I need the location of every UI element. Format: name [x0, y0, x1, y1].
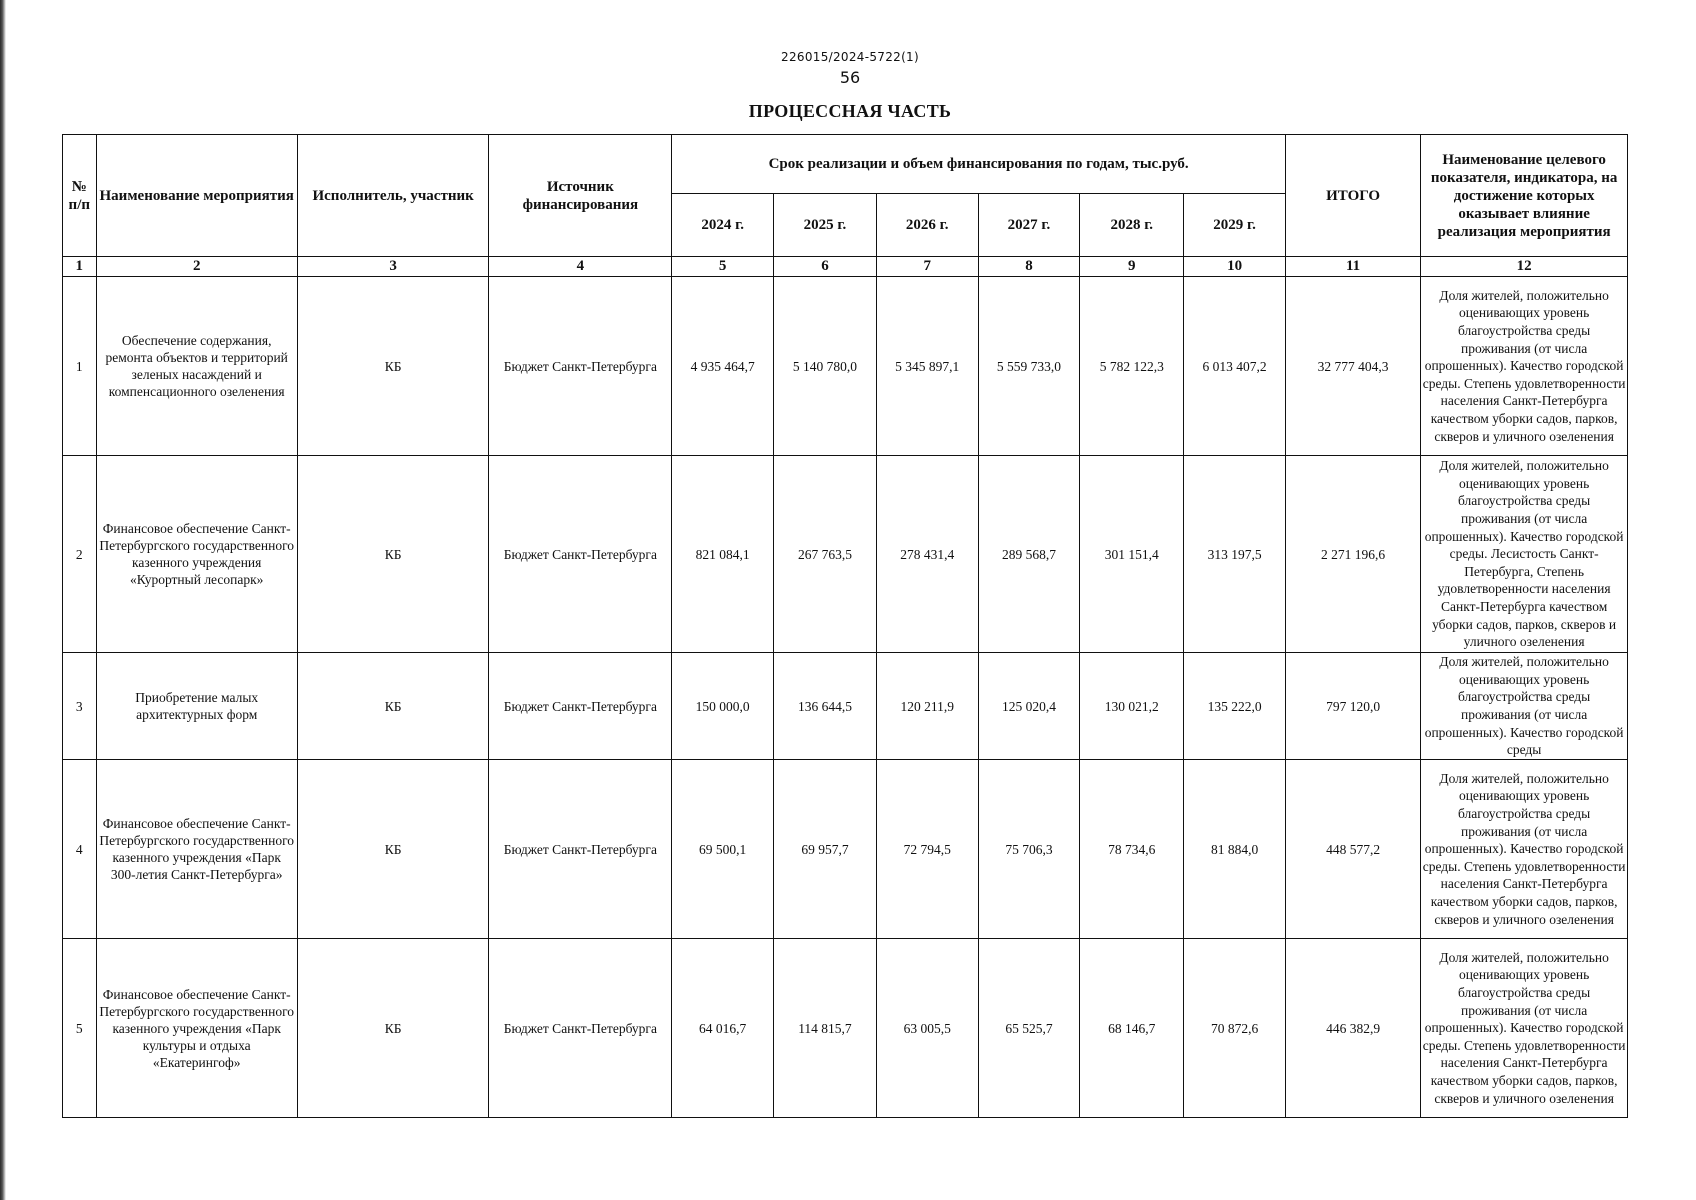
column-numbers-row — [63, 257, 1628, 277]
year-amount: 63 005,5 — [876, 939, 978, 1118]
year-amount: 5 140 780,0 — [774, 277, 877, 456]
funding-source: Бюджет Санкт-Петербурга — [489, 653, 672, 760]
target-indicator: Доля жителей, положительно оценивающих уровень благоустройства среды проживания (от числа опрошенных). Качество городской среды. Степень удовлетворенности населения Санкт-Петербурга качеством уборки садов, парков, скверов и уличного озеленения — [1421, 277, 1628, 456]
row-number: 3 — [63, 653, 97, 760]
year-amount: 5 782 122,3 — [1080, 277, 1184, 456]
funding-source: Бюджет Санкт-Петербурга — [489, 939, 672, 1118]
funding-source: Бюджет Санкт-Петербурга — [489, 760, 672, 939]
header-activity-name: Наименование мероприятия — [96, 135, 297, 257]
year-amount: 301 151,4 — [1080, 456, 1184, 653]
header-year: 2026 г. — [876, 194, 978, 257]
page-number: 56 — [839, 68, 861, 87]
row-number: 4 — [63, 760, 97, 939]
funding-source: Бюджет Санкт-Петербурга — [489, 456, 672, 653]
header-year: 2027 г. — [978, 194, 1080, 257]
column-number: 12 — [1421, 257, 1628, 277]
column-number: 6 — [774, 257, 877, 277]
year-amount: 68 146,7 — [1080, 939, 1184, 1118]
row-number: 5 — [63, 939, 97, 1118]
table-row — [63, 653, 1628, 760]
scan-edge-shadow — [0, 0, 6, 1200]
target-indicator: Доля жителей, положительно оценивающих уровень благоустройства среды проживания (от числа опрошенных). Качество городской среды — [1421, 653, 1628, 760]
year-amount: 69 957,7 — [774, 760, 877, 939]
total-amount: 32 777 404,3 — [1285, 277, 1420, 456]
year-amount: 267 763,5 — [774, 456, 877, 653]
year-amount: 120 211,9 — [876, 653, 978, 760]
column-number: 1 — [63, 257, 97, 277]
header-year: 2028 г. — [1080, 194, 1184, 257]
year-amount: 65 525,7 — [978, 939, 1080, 1118]
financing-table — [62, 134, 1628, 1118]
executor: КБ — [297, 760, 489, 939]
year-amount: 6 013 407,2 — [1184, 277, 1286, 456]
target-indicator: Доля жителей, положительно оценивающих уровень благоустройства среды проживания (от числа опрошенных). Качество городской среды. Лесистость Санкт-Петербурга, Степень удовлетворенности населения Санкт-Петербурга качеством уборки садов, парков, скверов и уличного озеленения — [1421, 456, 1628, 653]
year-amount: 4 935 464,7 — [672, 277, 774, 456]
header-period-funding: Срок реализации и объем финансирования по годам, тыс.руб. — [672, 135, 1286, 194]
year-amount: 130 021,2 — [1080, 653, 1184, 760]
activity-name: Приобретение малых архитектурных форм — [96, 653, 297, 760]
column-number: 11 — [1285, 257, 1420, 277]
total-amount: 797 120,0 — [1285, 653, 1420, 760]
year-amount: 5 559 733,0 — [978, 277, 1080, 456]
year-amount: 135 222,0 — [1184, 653, 1286, 760]
year-amount: 64 016,7 — [672, 939, 774, 1118]
table-row — [63, 277, 1628, 456]
year-amount: 313 197,5 — [1184, 456, 1286, 653]
year-amount: 78 734,6 — [1080, 760, 1184, 939]
year-amount: 150 000,0 — [672, 653, 774, 760]
executor: КБ — [297, 653, 489, 760]
column-number: 5 — [672, 257, 774, 277]
column-number: 3 — [297, 257, 489, 277]
table-row — [63, 456, 1628, 653]
executor: КБ — [297, 277, 489, 456]
target-indicator: Доля жителей, положительно оценивающих уровень благоустройства среды проживания (от числа опрошенных). Качество городской среды. Степень удовлетворенности населения Санкт-Петербурга качеством уборки садов, парков, скверов и уличного озеленения — [1421, 939, 1628, 1118]
year-amount: 821 084,1 — [672, 456, 774, 653]
row-number: 1 — [63, 277, 97, 456]
header-number: № п/п — [63, 135, 97, 257]
executor: КБ — [297, 939, 489, 1118]
activity-name: Финансовое обеспечение Санкт-Петербургского государственного казенного учреждения «Парк культуры и отдыха «Екатерингоф» — [96, 939, 297, 1118]
column-number: 9 — [1080, 257, 1184, 277]
year-amount: 69 500,1 — [672, 760, 774, 939]
total-amount: 448 577,2 — [1285, 760, 1420, 939]
column-number: 10 — [1184, 257, 1286, 277]
section-title: ПРОЦЕССНАЯ ЧАСТЬ — [748, 101, 952, 121]
column-number: 2 — [96, 257, 297, 277]
activity-name: Финансовое обеспечение Санкт-Петербургского государственного казенного учреждения «Парк 300-летия Санкт-Петербурга» — [96, 760, 297, 939]
column-number: 8 — [978, 257, 1080, 277]
year-amount: 114 815,7 — [774, 939, 877, 1118]
row-number: 2 — [63, 456, 97, 653]
header-year: 2029 г. — [1184, 194, 1286, 257]
header-year: 2025 г. — [774, 194, 877, 257]
year-amount: 278 431,4 — [876, 456, 978, 653]
year-amount: 81 884,0 — [1184, 760, 1286, 939]
total-amount: 446 382,9 — [1285, 939, 1420, 1118]
header-year: 2024 г. — [672, 194, 774, 257]
year-amount: 75 706,3 — [978, 760, 1080, 939]
table-row — [63, 939, 1628, 1118]
year-amount: 5 345 897,1 — [876, 277, 978, 456]
header-total: ИТОГО — [1285, 135, 1420, 257]
header-target-indicator: Наименование целевого показателя, индикатора, на достижение которых оказывает влияние реализация мероприятия — [1421, 135, 1628, 257]
table-header-row — [63, 135, 1628, 194]
year-amount: 72 794,5 — [876, 760, 978, 939]
funding-source: Бюджет Санкт-Петербурга — [489, 277, 672, 456]
executor: КБ — [297, 456, 489, 653]
document-registration-number: 226015/2024-5722(1) — [781, 50, 919, 64]
activity-name: Обеспечение содержания, ремонта объектов и территорий зеленых насаждений и компенсационного озеленения — [96, 277, 297, 456]
activity-name: Финансовое обеспечение Санкт-Петербургского государственного казенного учреждения «Курортный лесопарк» — [96, 456, 297, 653]
table-row — [63, 760, 1628, 939]
header-executor: Исполнитель, участник — [297, 135, 489, 257]
year-amount: 125 020,4 — [978, 653, 1080, 760]
year-amount: 289 568,7 — [978, 456, 1080, 653]
column-number: 7 — [876, 257, 978, 277]
year-amount: 70 872,6 — [1184, 939, 1286, 1118]
header-funding-source: Источник финансирования — [489, 135, 672, 257]
target-indicator: Доля жителей, положительно оценивающих уровень благоустройства среды проживания (от числа опрошенных). Качество городской среды. Степень удовлетворенности населения Санкт-Петербурга качеством уборки садов, парков, скверов и уличного озеленения — [1421, 760, 1628, 939]
year-amount: 136 644,5 — [774, 653, 877, 760]
column-number: 4 — [489, 257, 672, 277]
total-amount: 2 271 196,6 — [1285, 456, 1420, 653]
